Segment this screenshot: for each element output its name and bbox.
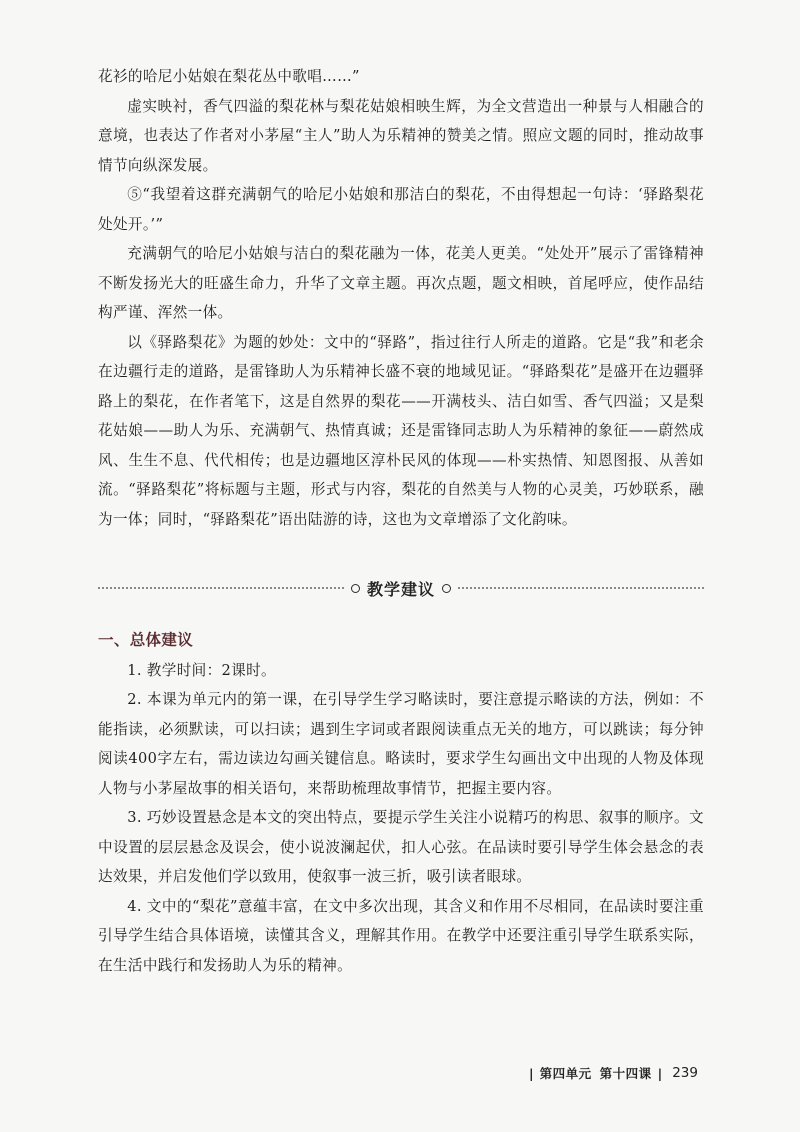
footer-lesson: 第十四课 [599,1066,652,1081]
suggestion-item: 2. 本课为单元内的第一课，在引导学生学习略读时，要注意提示略读的方法，例如：不能指读，必须默读，可以扫读；遇到生字词或者跟阅读重点无关的地方，可以跳读；每分钟阅读400字左右，需边读边勾画关键信息。略读时，要求学生勾画出文中出现的人物及体现人物与小茅屋故事的相关语句，来帮助梳理故事情节，把握主要内容。 [98,691,704,797]
paragraph-quote-5: ⑤“我望着这群充满朝气的哈尼小姑娘和那洁白的梨花，不由得想起一句诗：‘驿路梨花处处开。’” [98,186,704,233]
body-text [98,62,704,534]
footer-unit: 第四单元 [539,1066,592,1081]
divider-title: 教学建议 [367,579,436,599]
teaching-suggestions [98,626,704,980]
divider-dots-left [98,587,344,589]
paragraph-continuation: 花衫的哈尼小姑娘在梨花丛中歌唱……” [98,68,360,85]
suggestion-item: 4. 文中的“梨花”意蕴丰富，在文中多次出现，其含义和作用不尽相同，在品读时要注重引导学生结合具体语境，读懂其含义，理解其作用。在教学中还要注重引导学生联系实际，在生活中践行和发扬助人为乐的精神。 [98,897,704,974]
paragraph-analysis-2: 充满朝气的哈尼小姑娘与洁白的梨花融为一体，花美人更美。“处处开”展示了雷锋精神不断发扬光大的旺盛生命力，升华了文章主题。再次点题，题文相映，首尾呼应，使作品结构严谨、浑然一体。 [98,245,704,321]
divider-dots-right [458,587,704,589]
footer-separator: | [529,1065,534,1081]
suggestion-item: 1. 教学时间：2课时。 [127,661,276,679]
suggestion-item: 3. 巧妙设置悬念是本文的突出特点，要提示学生关注小说精巧的构思、叙事的顺序。文中设置的层层悬念及误会，使小说波澜起伏，扣人心弦。在品读时要引导学生体会悬念的表达效果，并启发他们学以致用，使叙事一波三折，吸引读者眼球。 [98,809,704,885]
circle-icon [442,584,451,593]
circle-icon [351,584,360,593]
paragraph-title-analysis: 以《驿路梨花》为题的妙处：文中的“驿路”，指过往行人所走的道路。它是“我”和老余在边疆行走的道路，是雷锋助人为乐精神长盛不衰的地域见证。“驿路梨花”是盛开在边疆驿路上的梨花，在作者笔下，这是自然界的梨花——开满枝头、洁白如雪、香气四溢；又是梨花姑娘——助人为乐、充满朝气、热情真诚；还是雷锋同志助人为乐精神的象征——蔚然成风、生生不息、代代相传；也是边疆地区淳朴民风的体现——朴实热情、知恩图报、从善如流。“驿路梨花”将标题与主题，形式与内容，梨花的自然美与人物的心灵美，巧妙联系，融为一体；同时，“驿路梨花”语出陆游的诗，这也为文章增添了文化韵味。 [98,333,704,528]
paragraph-analysis-1: 虚实映衬，香气四溢的梨花林与梨花姑娘相映生辉，为全文营造出一种景与人相融合的意境，也表达了作者对小茅屋“主人”助人为乐精神的赞美之情。照应文题的同时，推动故事情节向纵深发展。 [98,97,704,174]
footer-separator: | [657,1065,663,1081]
page-footer [523,1064,698,1082]
section-heading: 一、总体建议 [98,631,194,649]
page-number: 239 [672,1065,698,1081]
section-divider [98,571,704,605]
